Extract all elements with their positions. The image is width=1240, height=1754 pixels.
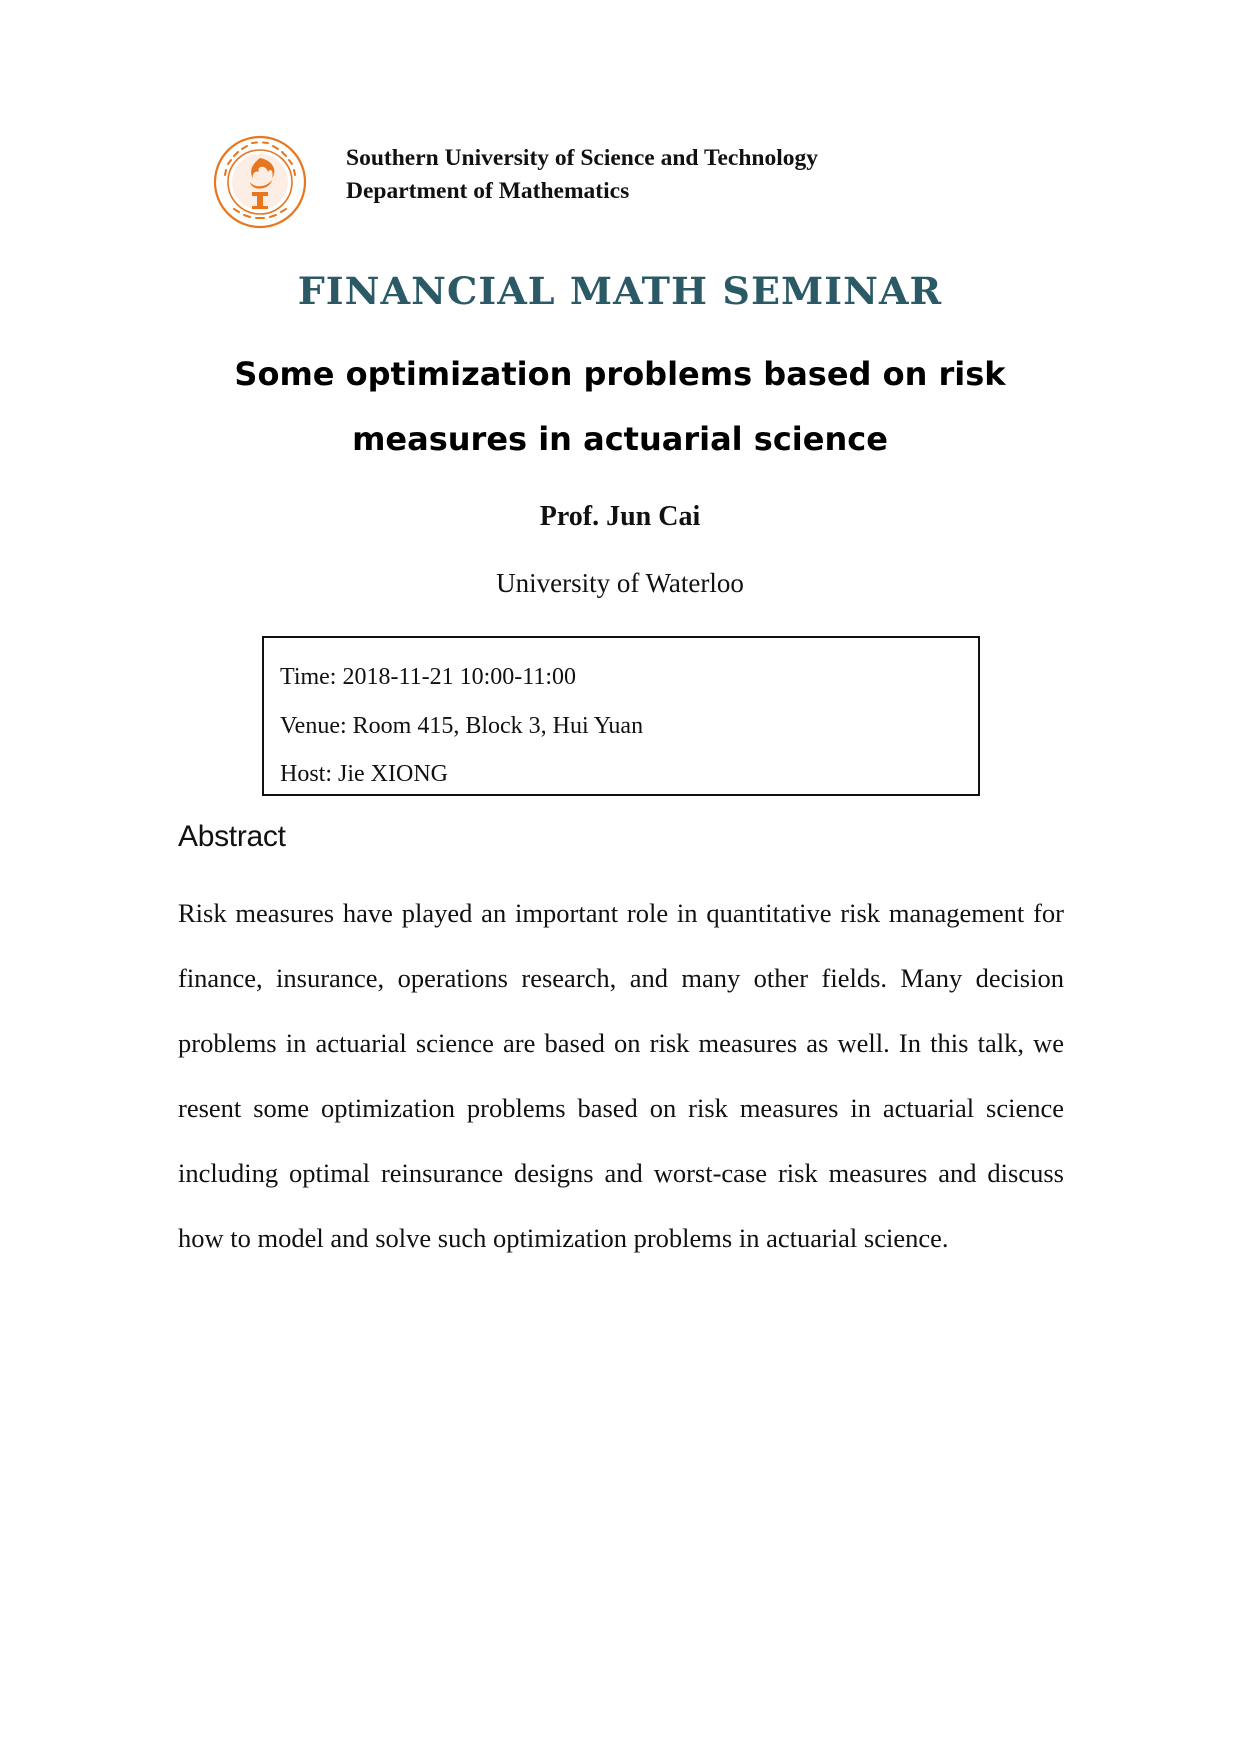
seminar-heading: FINANCIAL MATH SEMINAR [297,269,943,313]
event-venue: Venue: Room 415, Block 3, Hui Yuan [280,712,644,739]
event-info-box [262,636,980,796]
university-name: Southern University of Science and Technology [346,145,818,171]
department-name: Department of Mathematics [346,178,630,204]
university-seal-torch-icon [212,134,308,230]
abstract-heading: Abstract [178,820,286,853]
event-time: Time: 2018-11-21 10:00-11:00 [280,664,577,690]
talk-title-line-1: Some optimization problems based on risk [234,355,1006,393]
talk-title [0,342,1240,472]
talk-title-line-2: measures in actuarial science [352,420,888,458]
speaker-affiliation: University of Waterloo [496,568,744,598]
header [212,134,912,230]
abstract-body: Risk measures have played an important role in quantitative risk management for finance, insurance, operations research, and many other fields. Many decision problems in actuarial science are based on risk measures as well. In this talk, we resent some optimization problems based on risk measures in actuarial science including optimal reinsurance designs and worst-case risk measures and discuss how to model and solve such optimization problems in actuarial science. [178,898,1064,1253]
university-logo [212,134,308,230]
speaker-name: Prof. Jun Cai [539,501,701,532]
event-host: Host: Jie XIONG [280,761,448,787]
institution-block [346,142,818,208]
